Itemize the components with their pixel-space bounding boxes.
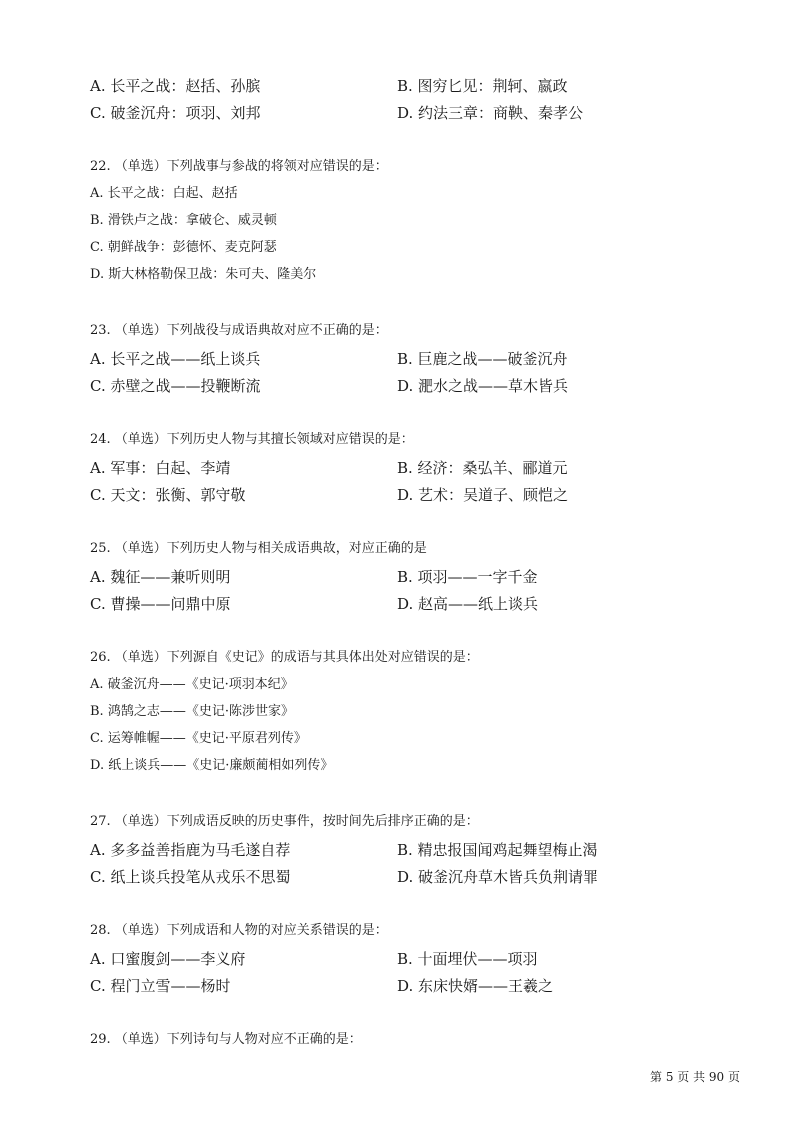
q22-option-d: D. 斯大林格勒保卫战：朱可夫、隆美尔 (90, 267, 317, 282)
q28-option-c: C. 程门立雪——杨时 (90, 977, 231, 995)
q23-option-d: D. 淝水之战——草木皆兵 (397, 377, 569, 395)
q29-stem: 29. （单选）下列诗句与人物对应不正确的是： (90, 1032, 362, 1047)
q24-options-row-2 (0, 481, 800, 509)
q21-option-c: C. 破釜沉舟：项羽、刘邦 (90, 104, 261, 122)
q27-option-c: C. 纸上谈兵投笔从戎乐不思蜀 (90, 868, 291, 886)
q21-options-row-2 (0, 99, 800, 127)
q23-option-b: B. 巨鹿之战——破釜沉舟 (397, 350, 568, 368)
q23-options-row-1 (0, 345, 800, 373)
q25-options-row-1 (0, 563, 800, 591)
q27-option-b: B. 精忠报国闻鸡起舞望梅止渴 (397, 841, 598, 859)
q28-stem: 28. （单选）下列成语和人物的对应关系错误的是： (90, 923, 388, 938)
q23-option-c: C. 赤壁之战——投鞭断流 (90, 377, 261, 395)
q28-option-b: B. 十面埋伏——项羽 (397, 950, 538, 968)
q28-option-d: D. 东床快婿——王羲之 (397, 977, 554, 995)
q23-option-a: A. 长平之战——纸上谈兵 (90, 350, 261, 368)
q27-option-a: A. 多多益善指鹿为马毛遂自荐 (90, 841, 291, 859)
q25-option-b: B. 项羽——一字千金 (397, 568, 538, 586)
q27-option-d: D. 破釜沉舟草木皆兵负荆请罪 (397, 868, 599, 886)
q21-options-row-1 (0, 72, 800, 100)
q25-option-a: A. 魏征——兼听则明 (90, 568, 231, 586)
q24-stem: 24. （单选）下列历史人物与其擅长领域对应错误的是： (90, 432, 414, 447)
q21-option-a: A. 长平之战：赵括、孙膑 (90, 77, 261, 95)
q26-stem: 26. （单选）下列源自《史记》的成语与其具体出处对应错误的是： (90, 650, 479, 665)
q24-option-d: D. 艺术：吴道子、顾恺之 (397, 486, 569, 504)
q21-option-d: D. 约法三章：商鞅、秦孝公 (397, 104, 584, 122)
q24-options-row-1 (0, 454, 800, 482)
q27-stem: 27. （单选）下列成语反映的历史事件，按时间先后排序正确的是： (90, 814, 479, 829)
q26-option-b: B. 鸿鹄之志——《史记·陈涉世家》 (90, 704, 294, 719)
q28-options-row-1 (0, 945, 800, 973)
q25-stem: 25. （单选）下列历史人物与相关成语典故，对应正确的是 (90, 541, 427, 556)
q25-option-c: C. 曹操——问鼎中原 (90, 595, 231, 613)
q22-option-b: B. 滑铁卢之战：拿破仑、威灵顿 (90, 213, 277, 228)
page-number: 第 5 页 共 90 页 (650, 1070, 740, 1084)
q28-options-row-2 (0, 972, 800, 1000)
q24-option-a: A. 军事：白起、李靖 (90, 459, 231, 477)
q25-options-row-2 (0, 590, 800, 618)
q28-option-a: A. 口蜜腹剑——李义府 (90, 950, 246, 968)
q23-stem: 23. （单选）下列战役与成语典故对应不正确的是： (90, 323, 388, 338)
q24-option-c: C. 天文：张衡、郭守敬 (90, 486, 246, 504)
q24-option-b: B. 经济：桑弘羊、郦道元 (397, 459, 568, 477)
q23-options-row-2 (0, 372, 800, 400)
q27-options-row-1 (0, 836, 800, 864)
q26-option-c: C. 运筹帷幄——《史记·平原君列传》 (90, 731, 307, 746)
q26-option-d: D. 纸上谈兵——《史记·廉颇蔺相如列传》 (90, 758, 334, 773)
q26-option-a: A. 破釜沉舟——《史记·项羽本纪》 (90, 677, 294, 692)
q27-options-row-2 (0, 863, 800, 891)
q21-option-b: B. 图穷匕见：荆轲、嬴政 (397, 77, 568, 95)
q22-stem: 22. （单选）下列战事与参战的将领对应错误的是： (90, 159, 388, 174)
q22-option-a: A. 长平之战：白起、赵括 (90, 186, 238, 201)
q25-option-d: D. 赵高——纸上谈兵 (397, 595, 539, 613)
q22-option-c: C. 朝鲜战争：彭德怀、麦克阿瑟 (90, 240, 277, 255)
